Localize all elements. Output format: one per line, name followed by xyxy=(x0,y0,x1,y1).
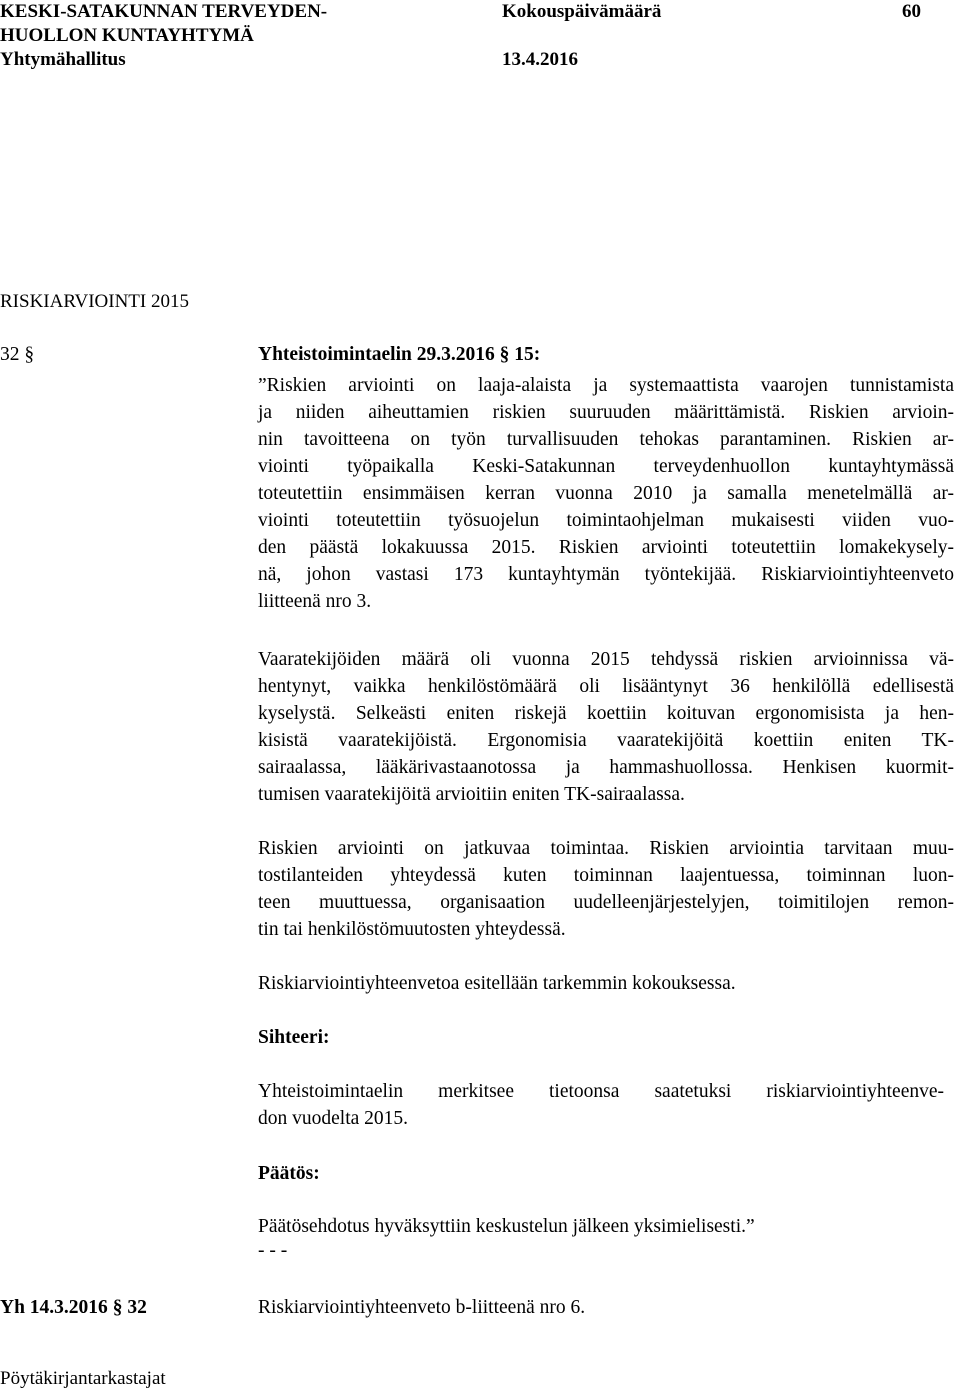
footer-label: Pöytäkirjantarkastajat xyxy=(0,1368,166,1389)
paragraph-2-line: hentynyt, vaikka henkilöstömäärä oli lisääntynyt 36 henkilöllä edellisestä xyxy=(258,676,954,697)
reference-section-sign-icon: § xyxy=(499,344,510,365)
organization-name xyxy=(0,0,327,72)
paragraph-2-line: sairaalassa, lääkärivastaanotossa ja hammashuollossa. Henkisen kuormit- xyxy=(258,757,954,778)
paragraph-3-line: Riskien arviointi on jatkuvaa toimintaa. Riskien arviointia tarvitaan muu- xyxy=(258,838,954,859)
reference-section-number: 15: xyxy=(514,344,541,365)
paragraph-1-line: nä, johon vastasi 173 kuntayhtymän työntekijää. Riskiarviointiyhteenveto xyxy=(258,564,954,585)
paragraph-1-line: ja niiden aiheuttamien riskien suuruuden määrittämistä. Riskien arvioin- xyxy=(258,402,954,423)
item-number xyxy=(0,344,34,366)
document-title: RISKIARVIOINTI 2015 xyxy=(0,291,189,312)
body-name: Yhtymähallitus xyxy=(0,49,126,70)
paragraph-1 xyxy=(258,372,954,615)
paragraph-1-line: ”Riskien arviointi on laaja-alaista ja systemaattista vaarojen tunnistamista xyxy=(258,375,954,396)
reference-row-label xyxy=(0,1294,147,1321)
paragraph-2-line: kisistä vaaratekijöistä. Ergonomisia vaaratekijöitä koettiin eniten TK- xyxy=(258,730,954,751)
reference-row-section-sign-icon: § xyxy=(112,1297,123,1318)
reference-row-number: 32 xyxy=(127,1297,147,1318)
page-number: 60 xyxy=(902,1,921,22)
decision-text: Päätösehdotus hyväksyttiin keskustelun jälkeen yksimielisesti.” xyxy=(258,1216,755,1237)
proposal-text xyxy=(258,1078,944,1132)
secretary-heading: Sihteeri: xyxy=(258,1027,330,1048)
reference-row-date: Yh 14.3.2016 xyxy=(0,1297,108,1318)
paragraph-2-line: kyselystä. Selkeästi eniten riskejä koettiin koituvan ergonomisista ja hen- xyxy=(258,703,954,724)
organization-name-line1: KESKI-SATAKUNNAN TERVEYDEN- xyxy=(0,1,328,22)
paragraph-3-line: tin tai henkilöstömuutosten yhteydessä. xyxy=(258,919,566,940)
paragraph-1-line: viointi työpaikalla Keski-Satakunnan terveydenhuollon kuntayhtymässä xyxy=(258,456,954,477)
section-sign-icon: § xyxy=(24,344,35,365)
meeting-date-block xyxy=(502,0,661,72)
reference-row-text: Riskiarviointiyhteenveto b-liitteenä nro 6. xyxy=(258,1297,586,1318)
meeting-date-label: Kokouspäivämäärä xyxy=(502,1,662,22)
paragraph-2 xyxy=(258,646,954,808)
decision-heading: Päätös: xyxy=(258,1163,320,1184)
paragraph-3-line: teen muuttuessa, organisaation uudelleenjärjestelyjen, toimitilojen remon- xyxy=(258,892,954,913)
organization-name-line2: HUOLLON KUNTAYHTYMÄ xyxy=(0,25,254,46)
paragraph-3 xyxy=(258,835,954,943)
proposal-line: Yhteistoimintaelin merkitsee tietoonsa saatetuksi riskiarviointiyhteenve- xyxy=(258,1081,944,1102)
paragraph-1-line: nin tavoitteena on työn turvallisuuden tehokas parantaminen. Riskien ar- xyxy=(258,429,954,450)
item-number-value: 32 xyxy=(0,344,20,365)
paragraph-1-line: liitteenä nro 3. xyxy=(258,591,372,612)
separator: - - - xyxy=(258,1240,288,1261)
reference-text: Yhteistoimintaelin 29.3.2016 xyxy=(258,344,495,365)
paragraph-1-line: toteutettiin ensimmäisen kerran vuonna 2010 ja samalla menetelmällä ar- xyxy=(258,483,954,504)
paragraph-2-line: tumisen vaaratekijöitä arvioitiin eniten TK-sairaalassa. xyxy=(258,784,685,805)
paragraph-4: Riskiarviointiyhteenvetoa esitellään tarkemmin kokouksessa. xyxy=(258,973,736,994)
proposal-line: don vuodelta 2015. xyxy=(258,1108,409,1129)
item-reference xyxy=(258,344,540,366)
paragraph-1-line: viointi toteutettiin työsuojelun toimintaohjelman mukaisesti viiden vuo- xyxy=(258,510,954,531)
paragraph-2-line: Vaaratekijöiden määrä oli vuonna 2015 tehdyssä riskien arvioinnissa vä- xyxy=(258,649,954,670)
meeting-date-value: 13.4.2016 xyxy=(502,49,578,70)
paragraph-1-line: den päästä lokakuussa 2015. Riskien arviointi toteutettiin lomakekysely- xyxy=(258,537,954,558)
paragraph-3-line: tostilanteiden yhteydessä kuten toiminnan laajentuessa, toiminnan luon- xyxy=(258,865,954,886)
